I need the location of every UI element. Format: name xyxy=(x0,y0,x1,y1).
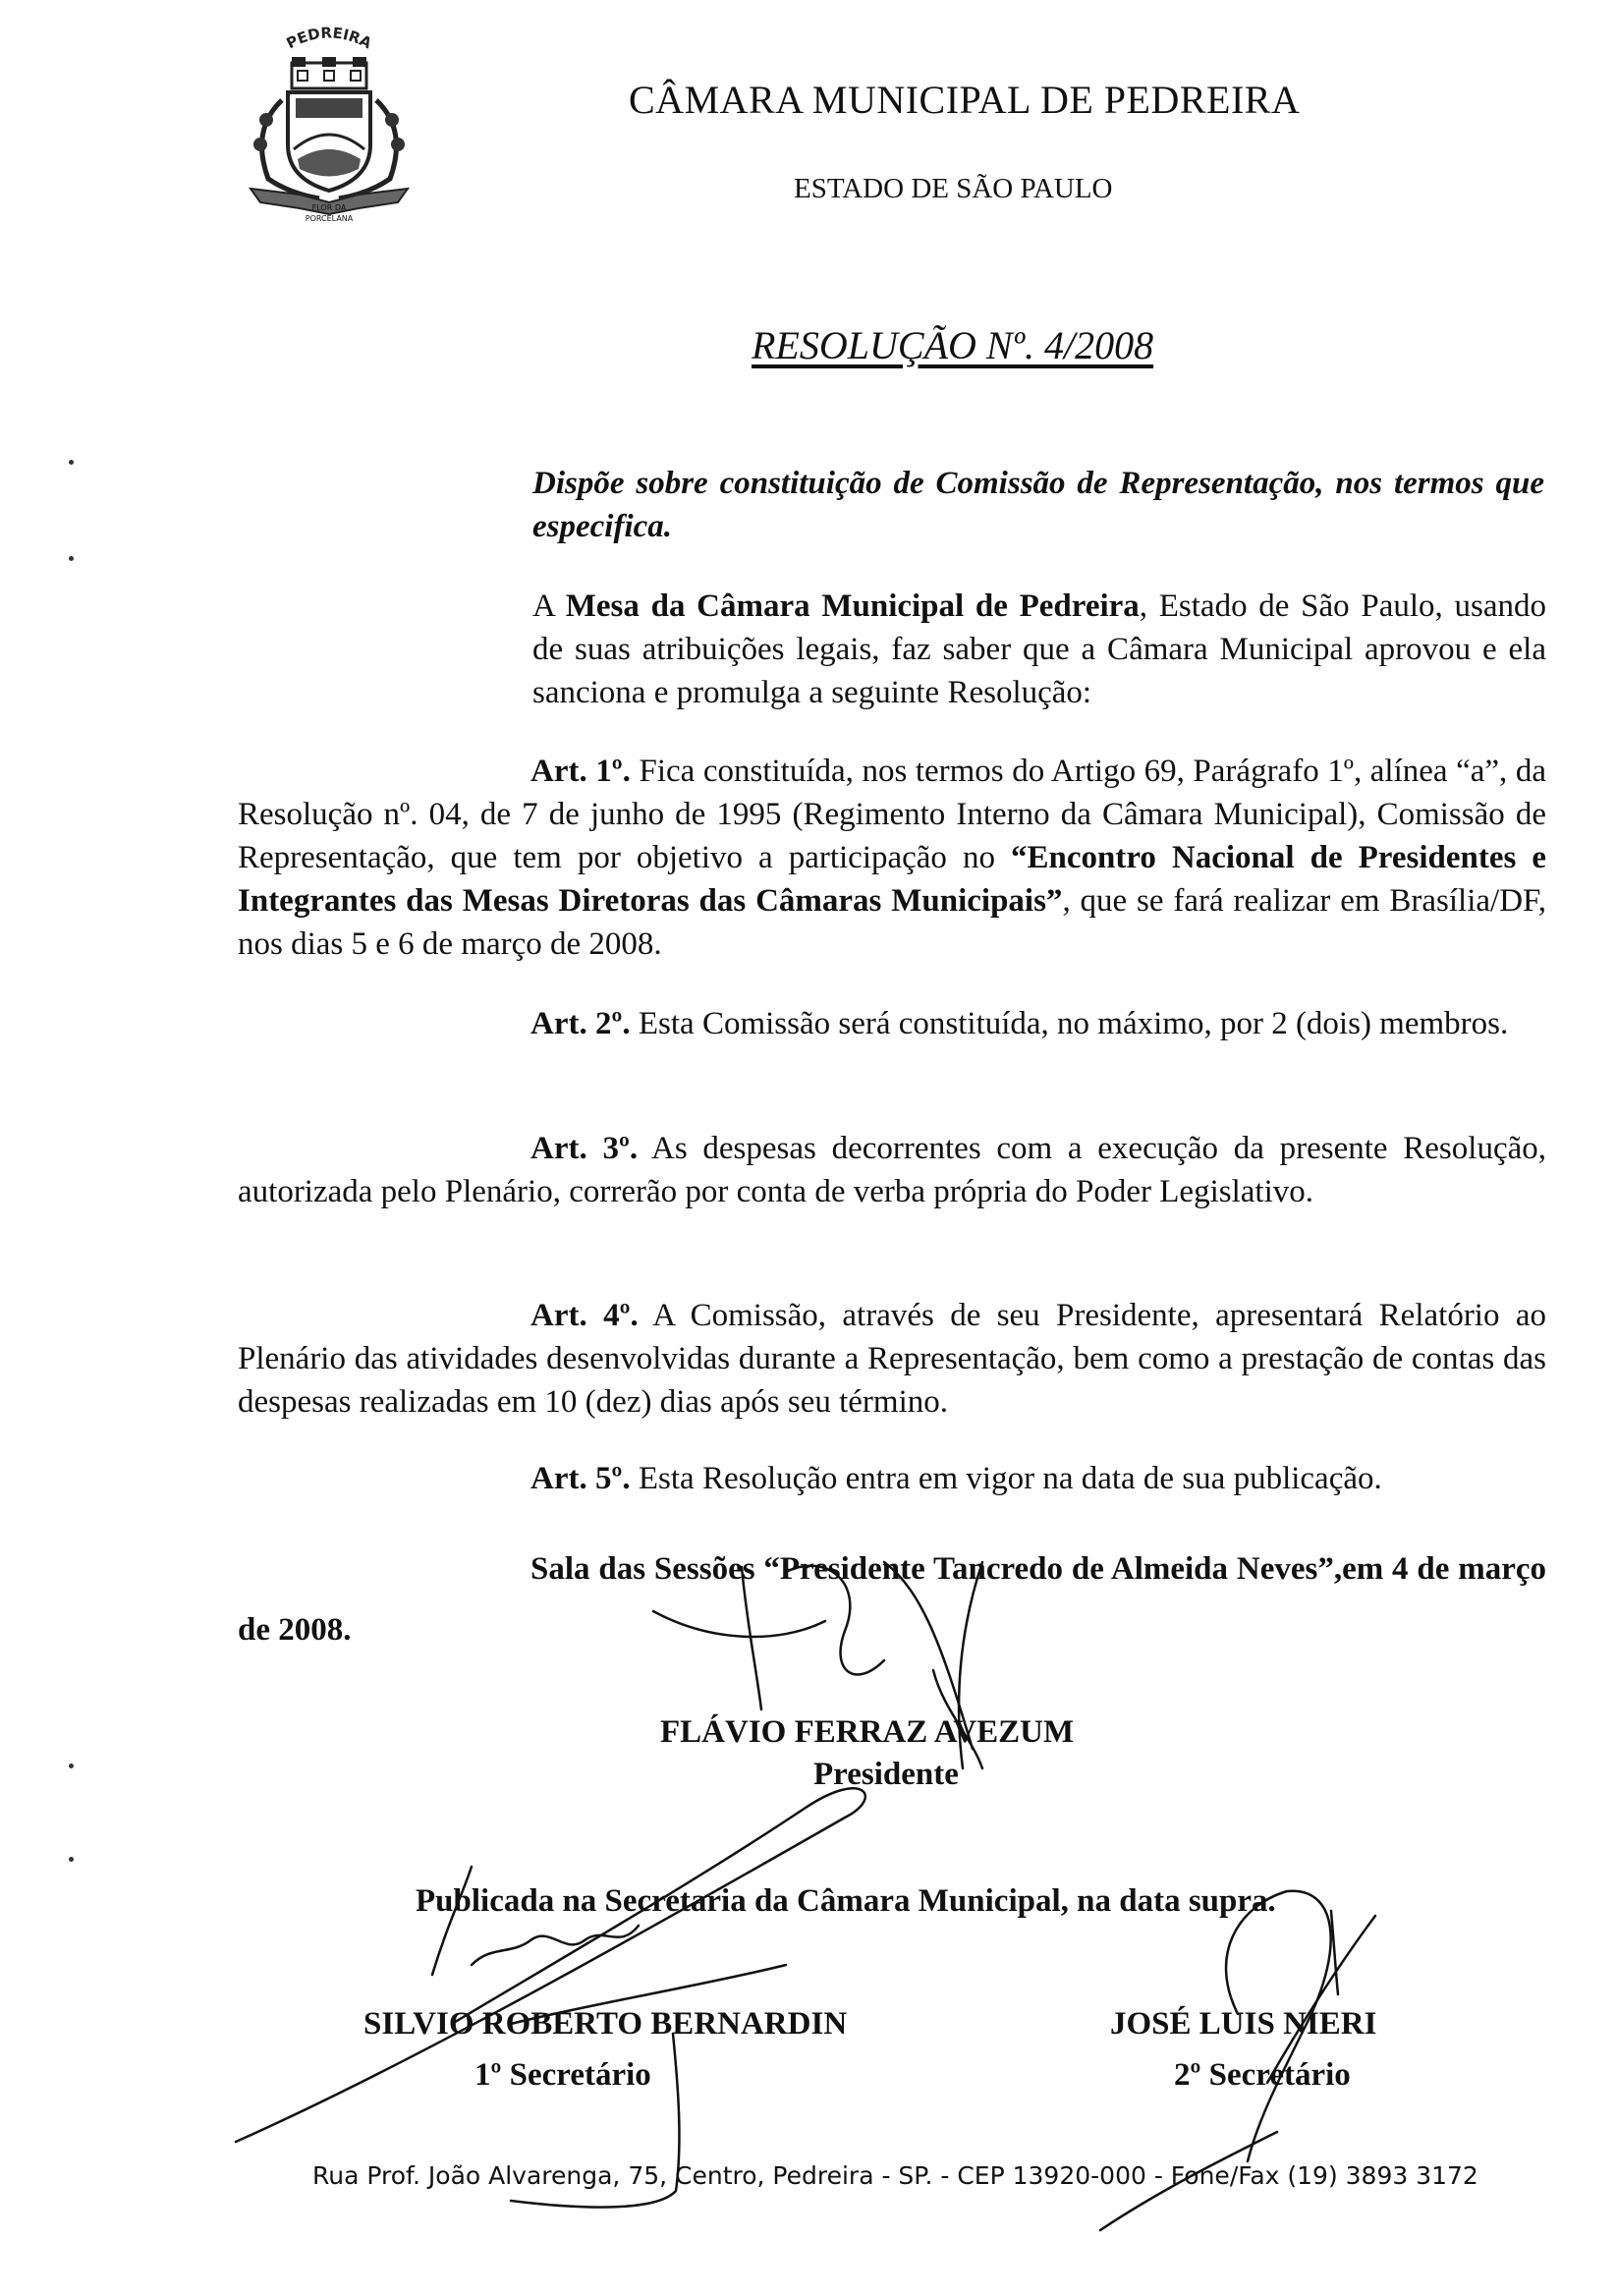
president-name: FLÁVIO FERRAZ AVEZUM xyxy=(660,1714,1075,1750)
article-2 xyxy=(238,1002,1546,1045)
article-1 xyxy=(238,750,1546,966)
resolution-ementa: Dispõe sobre constituição de Comissão de Representação, nos termos que especifica. xyxy=(532,466,1544,544)
seal-bottom-text-1: FLOR DA xyxy=(311,203,347,212)
article-2-label: Art. 2º. xyxy=(530,1006,631,1041)
svg-text:PEDREIRA xyxy=(284,24,375,52)
preamble-rest: , Estado de São Paulo, usando de suas atribuições legais, faz saber que a Câmara Municipal aprovou e ela sanciona e promulga a seguinte Resolução: xyxy=(532,588,1546,710)
margin-speck xyxy=(69,460,74,465)
margin-speck xyxy=(69,556,74,561)
second-secretary-signature-stroke-4 xyxy=(1331,1911,1338,1994)
resolution-number: RESOLUÇÃO Nº. 4/2008 xyxy=(752,323,1154,367)
municipal-coat-of-arms xyxy=(231,22,427,223)
publication-note: Publicada na Secretaria da Câmara Municipal, na data supra. xyxy=(416,1883,1276,1919)
article-2-text: Esta Comissão será constituída, no máximo, por 2 (dois) membros. xyxy=(630,1006,1509,1041)
session-closing: Sala das Sessões “Presidente Tancredo de Almeida Neves”,em 4 de março de 2008. xyxy=(238,1551,1546,1648)
margin-speck xyxy=(69,1857,74,1862)
state-subtitle: ESTADO DE SÃO PAULO xyxy=(794,173,1113,204)
article-5 xyxy=(238,1457,1546,1500)
preamble-lead: A xyxy=(532,588,566,624)
first-secretary-name: SILVIO ROBERTO BERNARDIN xyxy=(363,2006,848,2042)
article-1-bold: “Encontro Nacional de Presidentes e Integrantes das Mesas Diretoras das Câmaras Municipais” xyxy=(238,840,1546,919)
article-4-text: A Comissão, através de seu Presidente, apresentará Relatório ao Plenário das atividades desenvolvidas durante a Representação, bem como a prestação de contas das despesas realizadas em 10 (dez) dias após seu término. xyxy=(238,1298,1546,1420)
preamble-paragraph xyxy=(532,585,1546,714)
footer-address: Rua Prof. João Alvarenga, 75, Centro, Pedreira - SP. - CEP 13920-000 - Fone/Fax (19) 3893 3172 xyxy=(312,2161,1478,2190)
article-1-text-b: , que se fará realizar em Brasília/DF, nos dias 5 e 6 de março de 2008. xyxy=(238,883,1546,962)
article-5-label: Art. 5º. xyxy=(530,1461,631,1496)
first-secretary-signature-stroke-3 xyxy=(472,1926,639,1965)
preamble-bold: Mesa da Câmara Municipal de Pedreira xyxy=(565,588,1140,624)
margin-speck xyxy=(69,1764,74,1768)
article-4-label: Art. 4º. xyxy=(530,1298,639,1333)
article-3 xyxy=(238,1127,1546,1213)
article-1-text-a: Fica constituída, nos termos do Artigo 69, Parágrafo 1º, alínea “a”, da Resolução nº. 04, de 7 de junho de 1995 (Regimento Interno da Câmara Municipal), Comissão de Representação, que tem por objetivo a participação no xyxy=(238,754,1546,875)
article-3-text: As despesas decorrentes com a execução da presente Resolução, autorizada pelo Plenário, correrão por conta de verba própria do Poder Legislativo. xyxy=(238,1131,1546,1209)
seal-bottom-text-2: PORCELANA xyxy=(305,214,354,223)
second-secretary-name: JOSÉ LUIS NIERI xyxy=(1110,2006,1377,2042)
president-role: Presidente xyxy=(813,1757,959,1792)
first-secretary-role: 1º Secretário xyxy=(474,2057,651,2093)
second-secretary-role: 2º Secretário xyxy=(1174,2057,1351,2093)
seal-top-text: PEDREIRA xyxy=(283,24,375,53)
article-5-text: Esta Resolução entra em vigor na data de sua publicação. xyxy=(630,1461,1382,1496)
article-3-label: Art. 3º. xyxy=(530,1131,639,1166)
institution-title: CÂMARA MUNICIPAL DE PEDREIRA xyxy=(629,78,1301,122)
article-1-label: Art. 1º. xyxy=(530,754,631,789)
article-4 xyxy=(238,1294,1546,1424)
